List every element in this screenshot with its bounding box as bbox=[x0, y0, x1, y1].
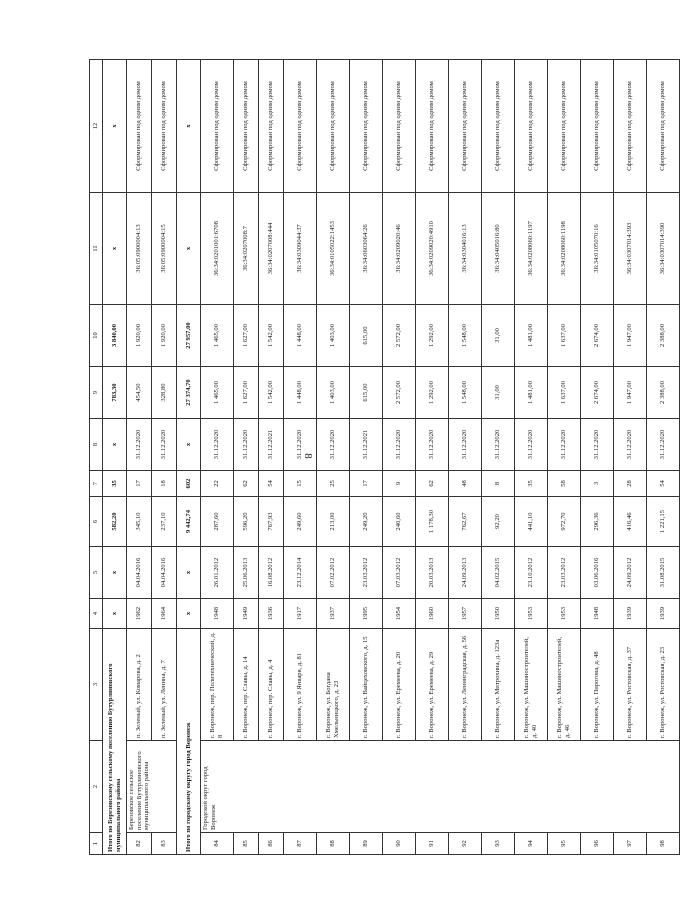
cell-cnt: 62 bbox=[416, 471, 449, 497]
header-cell: 2 bbox=[90, 741, 103, 833]
summary-cell: х bbox=[103, 547, 127, 599]
cell-kad: 36:34:0307014:390 bbox=[647, 193, 680, 305]
row-number: 86 bbox=[259, 833, 284, 855]
cell-area: 1 221,15 bbox=[647, 497, 680, 547]
cell-area: 596,20 bbox=[234, 497, 259, 547]
cell-due: 31.12.2020 bbox=[284, 419, 317, 471]
cell-addr: г. Воронеж, пер. Политехнический, д. 8 bbox=[201, 629, 234, 741]
cell-a9: 328,80 bbox=[152, 367, 177, 419]
cell-addr: г. Воронеж, ул. Пирогова, д. 48 bbox=[581, 629, 614, 741]
cell-year: 1937 bbox=[317, 599, 350, 629]
row-number: 88 bbox=[317, 833, 350, 855]
cell-cnt: 9 bbox=[383, 471, 416, 497]
cell-cost: 1 403,00 bbox=[317, 305, 350, 367]
cell-a9: 2 572,00 bbox=[383, 367, 416, 419]
summary-cell: 27 374,70 bbox=[177, 367, 201, 419]
cell-year: 1949 bbox=[234, 599, 259, 629]
cell-a9: 1 637,00 bbox=[548, 367, 581, 419]
header-cell: 7 bbox=[90, 471, 103, 497]
cell-cost: 31,00 bbox=[482, 305, 515, 367]
table-row bbox=[449, 60, 482, 855]
table-row bbox=[152, 60, 177, 855]
cell-addr: г. Воронеж, ул. Машиностроителей, д. 40 bbox=[515, 629, 548, 741]
cell-kad: 36:34:0405016:80 bbox=[482, 193, 515, 305]
cell-year: 1917 bbox=[284, 599, 317, 629]
cell-year: 1960 bbox=[416, 599, 449, 629]
summary-cell: х bbox=[103, 419, 127, 471]
row-number: 82 bbox=[127, 833, 152, 855]
table-row bbox=[284, 60, 317, 855]
summary-row bbox=[177, 60, 201, 855]
cell-cnt: 18 bbox=[152, 471, 177, 497]
cell-year: 1948 bbox=[581, 599, 614, 629]
summary-cell: 783,30 bbox=[103, 367, 127, 419]
cell-year: 1936 bbox=[259, 599, 284, 629]
row-number: 97 bbox=[614, 833, 647, 855]
cell-due: 31.12.2020 bbox=[515, 419, 548, 471]
cell-year: 1939 bbox=[614, 599, 647, 629]
table-body bbox=[90, 60, 680, 855]
cell-kad: 36:34:0209020:46 bbox=[383, 193, 416, 305]
cell-area: 345,10 bbox=[127, 497, 152, 547]
cell-cost: 1 920,00 bbox=[152, 305, 177, 367]
cell-due: 31.12.2020 bbox=[152, 419, 177, 471]
cell-a9: 2 388,00 bbox=[647, 367, 680, 419]
cell-due: 31.12.2020 bbox=[127, 419, 152, 471]
table-row bbox=[201, 60, 234, 855]
cell-addr: г. Воронеж, ул. Машиностроителей, д. 46 bbox=[548, 629, 581, 741]
header-cell: 10 bbox=[90, 305, 103, 367]
cell-area: 287,60 bbox=[201, 497, 234, 547]
cell-year: 1953 bbox=[515, 599, 548, 629]
cell-a9: 615,00 bbox=[350, 367, 383, 419]
cell-cnt: 62 bbox=[234, 471, 259, 497]
cell-cost: 1 465,00 bbox=[201, 305, 234, 367]
cell-kad: 36:34:0105070:16 bbox=[581, 193, 614, 305]
cell-due: 31.12.2020 bbox=[201, 419, 234, 471]
row-number: 90 bbox=[383, 833, 416, 855]
cell-status: Сформирован под одним домом bbox=[614, 60, 647, 193]
municipality-cell: Городской округ город Воронеж bbox=[201, 741, 680, 833]
cell-area: 213,00 bbox=[317, 497, 350, 547]
cell-status: Сформирован под одним домом bbox=[548, 60, 581, 193]
cell-cnt: 22 bbox=[201, 471, 234, 497]
table-row bbox=[259, 60, 284, 855]
table-row bbox=[127, 60, 152, 855]
summary-label: Итого по городскому округу город Воронеж bbox=[177, 629, 201, 855]
cell-cost: 1 947,00 bbox=[614, 305, 647, 367]
cell-addr: г. Воронеж, ул. Вайцеховского, д. 15 bbox=[350, 629, 383, 741]
cell-status: Сформирован под одним домом bbox=[482, 60, 515, 193]
cell-cnt: 3 bbox=[581, 471, 614, 497]
cell-due: 31.12.2020 bbox=[416, 419, 449, 471]
cell-cnt: 15 bbox=[284, 471, 317, 497]
header-cell: 11 bbox=[90, 193, 103, 305]
cell-due: 31.12.2021 bbox=[259, 419, 284, 471]
cell-kad: 36:34:0208060:1198 bbox=[548, 193, 581, 305]
cell-cost: 1 481,00 bbox=[515, 305, 548, 367]
table-row bbox=[515, 60, 548, 855]
table-row bbox=[234, 60, 259, 855]
cell-due: 31.12.2020 bbox=[449, 419, 482, 471]
summary-row bbox=[103, 60, 127, 855]
cell-a9: 1 448,00 bbox=[284, 367, 317, 419]
cell-year: 1962 bbox=[127, 599, 152, 629]
cell-a9: 1 548,00 bbox=[449, 367, 482, 419]
cell-cost: 1 920,00 bbox=[127, 305, 152, 367]
cell-area: 762,67 bbox=[449, 497, 482, 547]
cell-area: 441,10 bbox=[515, 497, 548, 547]
cell-area: 240,60 bbox=[383, 497, 416, 547]
cell-date: 26.01.2012 bbox=[201, 547, 234, 599]
cell-a9: 1 403,00 bbox=[317, 367, 350, 419]
cell-kad: 36:34:0207008:7 bbox=[234, 193, 259, 305]
cell-cnt: 48 bbox=[449, 471, 482, 497]
cell-a9: 1 465,00 bbox=[201, 367, 234, 419]
cell-due: 31.12.2020 bbox=[647, 419, 680, 471]
cell-date: 07.03.2012 bbox=[383, 547, 416, 599]
cell-date: 25.06.2013 bbox=[234, 547, 259, 599]
row-number: 92 bbox=[449, 833, 482, 855]
summary-cell: 582,20 bbox=[103, 497, 127, 547]
cell-area: 249,20 bbox=[350, 497, 383, 547]
header-cell: 8 bbox=[90, 419, 103, 471]
cell-kad: 36:34:0309044:37 bbox=[284, 193, 317, 305]
table-row bbox=[317, 60, 350, 855]
cell-a9: 1 292,00 bbox=[416, 367, 449, 419]
row-number: 83 bbox=[152, 833, 177, 855]
summary-cell: 27 957,00 bbox=[177, 305, 201, 367]
cell-kad: 36:05:0900004:13 bbox=[127, 193, 152, 305]
cell-a9: 1 947,00 bbox=[614, 367, 647, 419]
row-number: 98 bbox=[647, 833, 680, 855]
summary-cell: 602 bbox=[177, 471, 201, 497]
cell-cost: 1 637,00 bbox=[548, 305, 581, 367]
cell-cnt: 58 bbox=[548, 471, 581, 497]
cell-due: 31.12.2020 bbox=[581, 419, 614, 471]
cell-status: Сформирован под одним домом bbox=[515, 60, 548, 193]
cell-addr: г. Воронеж, пер. Славы, д. 14 bbox=[234, 629, 259, 741]
cell-addr: г. Воронеж, ул. Ростовская, д. 23 bbox=[647, 629, 680, 741]
cell-date: 23.03.2012 bbox=[548, 547, 581, 599]
cell-area: 767,93 bbox=[259, 497, 284, 547]
cell-date: 31.08.2015 bbox=[647, 547, 680, 599]
cell-area: 237,10 bbox=[152, 497, 177, 547]
cell-date: 04.04.2016 bbox=[152, 547, 177, 599]
table-row bbox=[383, 60, 416, 855]
cell-addr: п. Зеленый, ул. Ленина, д. 7 bbox=[152, 629, 177, 741]
housing-register-table bbox=[89, 59, 680, 855]
cell-status: Сформирован под одним домом bbox=[284, 60, 317, 193]
cell-cnt: 54 bbox=[259, 471, 284, 497]
cell-area: 296,36 bbox=[581, 497, 614, 547]
cell-date: 23.10.2012 bbox=[515, 547, 548, 599]
summary-cell: х bbox=[177, 419, 201, 471]
cell-a9: 454,50 bbox=[127, 367, 152, 419]
cell-a9: 2 674,00 bbox=[581, 367, 614, 419]
row-number: 96 bbox=[581, 833, 614, 855]
cell-addr: г. Воронеж, ул. 9 Января, д. 81 bbox=[284, 629, 317, 741]
cell-year: 1939 bbox=[647, 599, 680, 629]
cell-status: Сформирован под одним домом bbox=[581, 60, 614, 193]
cell-a9: 1 542,00 bbox=[259, 367, 284, 419]
summary-cell: х bbox=[177, 547, 201, 599]
cell-status: Сформирован под одним домом bbox=[201, 60, 234, 193]
summary-cell: х bbox=[103, 193, 127, 305]
cell-cnt: 54 bbox=[647, 471, 680, 497]
cell-date: 16.08.2012 bbox=[259, 547, 284, 599]
cell-addr: г. Воронеж, ул. Еремеева, д. 20 bbox=[383, 629, 416, 741]
cell-kad: 36:34:0209020:4910 bbox=[416, 193, 449, 305]
cell-due: 31.12.2020 bbox=[482, 419, 515, 471]
cell-due: 31.12.2020 bbox=[614, 419, 647, 471]
cell-status: Сформирован под одним домом bbox=[259, 60, 284, 193]
cell-status: Сформирован под одним домом bbox=[127, 60, 152, 193]
cell-kad: 36:34:0207008:444 bbox=[259, 193, 284, 305]
table-row bbox=[614, 60, 647, 855]
summary-cell: х bbox=[177, 193, 201, 305]
summary-cell: х bbox=[103, 599, 127, 629]
cell-kad: 36:34:0201001:6708 bbox=[201, 193, 234, 305]
header-cell: 1 bbox=[90, 833, 103, 855]
cell-date: 03.06.2016 bbox=[581, 547, 614, 599]
cell-kad: 36:05:0900004:15 bbox=[152, 193, 177, 305]
cell-kad: 36:34:0307014:393 bbox=[614, 193, 647, 305]
cell-date: 24.09.2013 bbox=[449, 547, 482, 599]
summary-label: Итого по Березовскому сельскому поселению Бутурлиновского муниципального района bbox=[103, 629, 127, 855]
table-row bbox=[416, 60, 449, 855]
cell-kad: 36:34:0208060:1197 bbox=[515, 193, 548, 305]
cell-status: Сформирован под одним домом bbox=[152, 60, 177, 193]
header-cell: 4 bbox=[90, 599, 103, 629]
cell-cost: 2 674,00 bbox=[581, 305, 614, 367]
cell-year: 1964 bbox=[152, 599, 177, 629]
cell-a9: 1 481,00 bbox=[515, 367, 548, 419]
header-cell: 12 bbox=[90, 60, 103, 193]
table-row bbox=[350, 60, 383, 855]
cell-addr: г. Воронеж, ул. Еремеева, д. 29 bbox=[416, 629, 449, 741]
cell-cost: 1 548,00 bbox=[449, 305, 482, 367]
summary-cell: 35 bbox=[103, 471, 127, 497]
cell-due: 31.12.2020 bbox=[234, 419, 259, 471]
summary-cell: 9 442,74 bbox=[177, 497, 201, 547]
cell-status: Сформирован под одним домом bbox=[647, 60, 680, 193]
header-cell: 5 bbox=[90, 547, 103, 599]
cell-due: 31.12.2020 bbox=[548, 419, 581, 471]
row-number: 84 bbox=[201, 833, 234, 855]
cell-kad: 36:34:0304016:13 bbox=[449, 193, 482, 305]
cell-date: 20.03.2013 bbox=[416, 547, 449, 599]
cell-area: 972,70 bbox=[548, 497, 581, 547]
summary-cell: х bbox=[103, 60, 127, 193]
table-row bbox=[548, 60, 581, 855]
cell-cost: 1 448,00 bbox=[284, 305, 317, 367]
header-row bbox=[90, 60, 103, 855]
cell-year: 1950 bbox=[482, 599, 515, 629]
cell-date: 07.02.2012 bbox=[317, 547, 350, 599]
cell-cnt: 25 bbox=[317, 471, 350, 497]
cell-status: Сформирован под одним домом bbox=[383, 60, 416, 193]
cell-date: 04.04.2016 bbox=[127, 547, 152, 599]
cell-date: 23.03.2012 bbox=[350, 547, 383, 599]
header-cell: 6 bbox=[90, 497, 103, 547]
cell-status: Сформирован под одним домом bbox=[350, 60, 383, 193]
cell-cnt: 8 bbox=[482, 471, 515, 497]
cell-date: 24.09.2012 bbox=[614, 547, 647, 599]
rotated-table-container bbox=[89, 60, 667, 855]
cell-due: 31.12.2020 bbox=[383, 419, 416, 471]
row-number: 91 bbox=[416, 833, 449, 855]
table-row bbox=[647, 60, 680, 855]
cell-cnt: 35 bbox=[515, 471, 548, 497]
cell-addr: г. Воронеж, ул. Богдана Хмельницкого, д. 23 bbox=[317, 629, 350, 741]
cell-cnt: 17 bbox=[350, 471, 383, 497]
cell-addr: г. Воронеж, пер. Славы, д. 4 bbox=[259, 629, 284, 741]
cell-status: Сформирован под одним домом bbox=[449, 60, 482, 193]
cell-year: 1957 bbox=[449, 599, 482, 629]
cell-date: 04.02.2015 bbox=[482, 547, 515, 599]
cell-kad: 36:34:0105022:1453 bbox=[317, 193, 350, 305]
cell-addr: г. Воронеж, ул. Ростовская, д. 37 bbox=[614, 629, 647, 741]
row-number: 87 bbox=[284, 833, 317, 855]
table-row bbox=[581, 60, 614, 855]
page-number: 8 bbox=[302, 453, 314, 459]
summary-cell: х bbox=[177, 60, 201, 193]
row-number: 94 bbox=[515, 833, 548, 855]
cell-status: Сформирован под одним домом bbox=[416, 60, 449, 193]
cell-year: 1953 bbox=[548, 599, 581, 629]
cell-cost: 2 388,00 bbox=[647, 305, 680, 367]
cell-year: 1995 bbox=[350, 599, 383, 629]
cell-cnt: 28 bbox=[614, 471, 647, 497]
row-number: 95 bbox=[548, 833, 581, 855]
cell-kad: 36:34:0603064:26 bbox=[350, 193, 383, 305]
cell-area: 92,20 bbox=[482, 497, 515, 547]
cell-addr: г. Воронеж, ул. Митрохина, д. 123а bbox=[482, 629, 515, 741]
summary-cell: 3 840,00 bbox=[103, 305, 127, 367]
cell-cost: 2 572,00 bbox=[383, 305, 416, 367]
cell-cost: 1 627,00 bbox=[234, 305, 259, 367]
cell-a9: 1 627,00 bbox=[234, 367, 259, 419]
cell-area: 1 178,30 bbox=[416, 497, 449, 547]
cell-addr: п. Зеленый, ул. Комарова, д. 2 bbox=[127, 629, 152, 741]
summary-cell: х bbox=[177, 599, 201, 629]
row-number: 85 bbox=[234, 833, 259, 855]
cell-cost: 1 542,00 bbox=[259, 305, 284, 367]
cell-date: 23.12.2014 bbox=[284, 547, 317, 599]
cell-year: 1948 bbox=[201, 599, 234, 629]
cell-due: 31.12.2020 bbox=[317, 419, 350, 471]
cell-addr: г. Воронеж, ул. Ленинградская, д. 56 bbox=[449, 629, 482, 741]
cell-status: Сформирован под одним домом bbox=[234, 60, 259, 193]
header-cell: 9 bbox=[90, 367, 103, 419]
header-cell: 3 bbox=[90, 629, 103, 741]
row-number: 93 bbox=[482, 833, 515, 855]
cell-cost: 615,00 bbox=[350, 305, 383, 367]
cell-year: 1954 bbox=[383, 599, 416, 629]
municipality-cell: Березовское сельское поселение Бутурлиновского муниципального района bbox=[127, 741, 177, 833]
cell-cost: 1 292,00 bbox=[416, 305, 449, 367]
cell-a9: 31,00 bbox=[482, 367, 515, 419]
cell-area: 249,60 bbox=[284, 497, 317, 547]
cell-due: 31.12.2021 bbox=[350, 419, 383, 471]
row-number: 89 bbox=[350, 833, 383, 855]
cell-cnt: 17 bbox=[127, 471, 152, 497]
cell-status: Сформирован под одним домом bbox=[317, 60, 350, 193]
cell-area: 416,46 bbox=[614, 497, 647, 547]
table-row bbox=[482, 60, 515, 855]
